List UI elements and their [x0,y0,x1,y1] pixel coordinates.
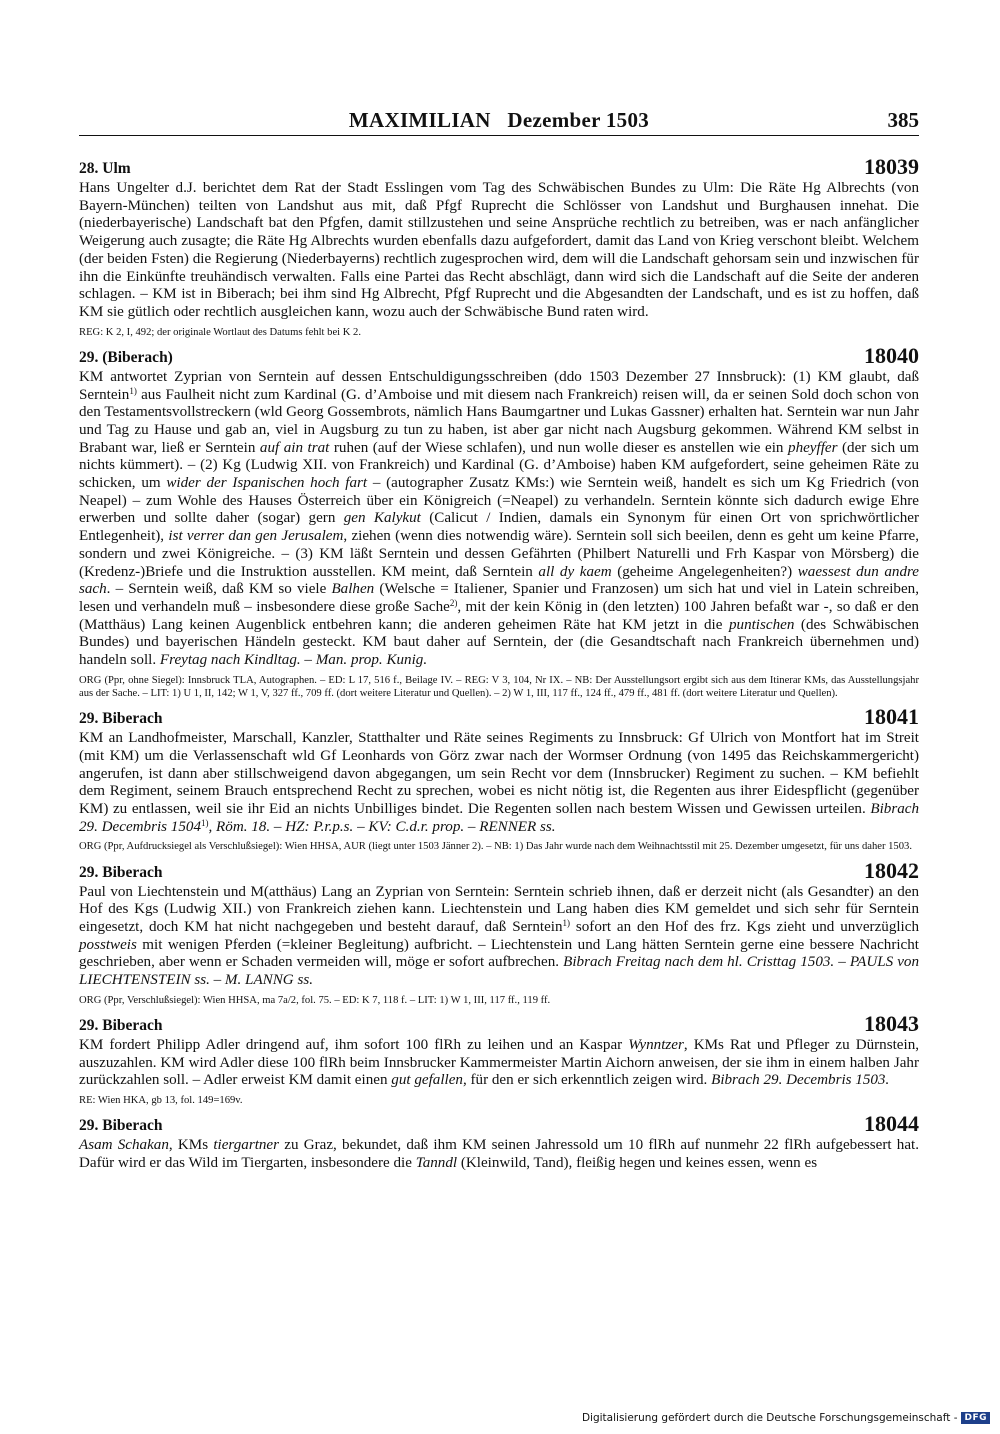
page-number: 385 [887,108,919,132]
entry-date: 29. Biberach [79,710,163,728]
entry-heading [79,1113,919,1137]
entry-source-note: REG: K 2, I, 492; der originale Wortlaut des Datums fehlt bei K 2. [79,326,361,338]
entry-number: 18043 [864,1011,919,1037]
entry-source-note: RE: Wien HKA, gb 13, fol. 149=169v. [79,1095,243,1107]
entry-text: Hans Ungelter d.J. berichtet dem Rat der Stadt Esslingen vom Tag des Schwäbischen Bundes zu Ulm: Die Räte Hg Albrechts (von Bayern-München) teilten von Landshut aus mit, daß Pfgf Ruprecht die Schlösser von Landshut und Burghausen innehat. Die (niederbayerische) Landschaft bat den Pfgfen, damit stillzustehen und seine Ansprüche rechtlich zu betreiben, was er nach anfänglicher Weigerung auch zusagte; die Räte Hg Albrechts wurden ebenfalls dazu aufgefordert, damit das Land von Krieg verschont bleibt. Welchem (der beiden Fsten) die Regierung (Niederbayerns) rechtlich zugesprochen wird, dem will die Landschaft gehorsam sein und inzwischen für ihn die Einkünfte treuhändisch verwalten. Falls eine Partei das Recht abschlägt, dann wird sich die Landschaft auf die Seite der anderen schlagen. – KM ist in Biberach; bei ihm sind Hg Albrecht, Pfgf Ruprecht und die Abgesandten der Landschaft, und es ist zu hoffen, daß KM sie gütlich oder rechtlich ausgleichen kann, wozu auch der Schwäbische Bund raten wird. [79,180,919,320]
entry-number: 18042 [864,857,919,883]
entry-number: 18039 [864,154,919,179]
regest-entry [79,857,919,1007]
entry-heading [79,1013,919,1037]
entry-text: Asam Schakan, KMs tiergartner zu Graz, bekundet, daß ihm KM seinen Jahressold um 10 flRh auf nunmehr 22 flRh aufgebessert hat. Dafür wird er das Wild im Tiergarten, insbesondere die Tanndl (Kleinwild, Tand), fleißig hegen und keines essen, wenn es [79,1137,920,1172]
entry-number: 18041 [864,704,919,730]
entry-date: 29. Biberach [79,1017,163,1035]
entry-date: 29. Biberach [79,863,163,881]
entry-source-note: ORG (Ppr, ohne Siegel): Innsbruck TLA, Autographen. – ED: L 17, 516 f., Beilage IV. – REG: V 3, 104, Nr IX. – NB: Der Ausstellungsort ergibt sich aus dem Itinerar KMs, das Ausstellungsjahr aus der Sache. – LIT: 1) U 1, II, 142; W 1, V, 327 ff., 709 ff. (dort weitere Literatur und Quellen). – 2) W 1, III, 117 ff., 124 ff., 479 ff., 481 ff. (dort weitere Literatur und Quellen). [79,674,919,699]
footer-text: Digitalisierung gefördert durch die Deutsche Forschungsgemeinschaft - [581,1412,958,1424]
entry-date: 29. Biberach [79,1117,163,1135]
entry-source-note: ORG (Ppr, Aufdrucksiegel als Verschlußsiegel): Wien HHSA, AUR (liegt unter 1503 Jänner 2). – NB: 1) Das Jahr wurde nach dem Weihnachtsstil mit 25. Dezember umgesetzt, für uns daher 1503. [79,841,912,853]
entry-text: KM an Landhofmeister, Marschall, Kanzler, Statthalter und Räte seines Regiments zu Innsbruck: Gf Ulrich von Montfort hat im Streit (mit KM) um die Verlassenschaft wld Gf Leonhards von Görz zwar nach der Wormser Ordnung (von 1495 das Reichskammergericht) angerufen, ist dann aber stillschweigend davon abgegangen, um sein Recht vor dem (Innsbrucker) Regiment zu suchen. – KM befiehlt dem Regiment, seinem Brauch entsprechend Recht zu sprechen, wobei es nicht nötig ist, die Regenten aus ihrer Eidespflicht (gegenüber KM) zu entlassen, weil sie ihr Eid an nichts Unbilliges bindet. Die Regenten sollen nach bestem Wissen und Gewissen urteilen. Bibrach 29. Decembris 1504$^{1)}$, Röm. 18. – HZ: P.r.p.s. – KV: C.d.r. prop. – RENNER ss. [79,730,919,835]
regest-entry [79,1013,919,1107]
document-body [79,156,919,1179]
footer-credit [582,1412,990,1424]
entry-text: KM antwortet Zyprian von Serntein auf dessen Entschuldigungsschreiben (ddo 1503 Dezember 27 Innsbruck): (1) KM glaubt, daß Serntein$^{1)}$ aus Faulheit nicht zum Kardinal (G. d’Amboise und mit diesem nach Frankreich) reisen will, da er seinen Sold doch schon von den Testamentsvollstreckern (wld Georg Gossembrots, nämlich Hans Baumgartner und Lukas Gassner) erhalten hat. Serntein war nun Jahr und Tag zu Hause und gab an, viel in Augsburg zu tun zu haben, ist aber gar nicht nach Augsburg gekommen. Während KM selbst in Brabant war, ließ er Serntein auf ain trat ruhen (auf der Wiese schlafen), und nun wolle dieser es anstellen wie ein pheyffer (der sich um nichts kümmert). – (2) Kg (Ludwig XII. von Frankreich) und Kardinal (G. d’Amboise) haben KM aufgefordert, seine geheimen Räte zu schicken, um wider der Ispanischen hoch fart – (autographer Zusatz KMs:) wie Serntein weiß, handelt es sich um Kg Friedrich (von Neapel) – zum Wohle des Hauses Österreich über ein Königreich (=Neapel) zu verhandeln. Serntein könnte sich dadurch ewige Ehre erwerben und sollte daher (sogar) gern gen Kalykut (Calicut / Indien, damals ein Synonym für einen Ort von sprichwörtlicher Entlegenheit), ist verrer dan gen Jerusalem, ziehen (wenn dies notwendig wäre). Serntein soll sich beeilen, denn es geht um keine Pfarre, sondern und zwei Königreiche. – (3) KM läßt Serntein und dessen Gefährten (Philbert Naturelli und Frh Kaspar von Mörsberg) die (Kredenz-)Briefe und die Instruktion ausstellen. KM meint, daß Serntein all dy kaem (geheime Angelegenheiten?) waessest dun andre sach. – Serntein weiß, daß KM so viele Balhen (Welsche = Italiener, Spanier und Franzosen) um sich hat und viel in Latein schreiben, lesen und verhandeln muß – insbesondere diese große Sache$^{2)}$, mit der kein König in (den letzten) 100 Jahren befaßt war -, so daß er den (Matthäus) Lang keinen Augenblick entbehren kann; die anderen geheimen Räte hat KM jetzt in die puntischen (des Schwäbischen Bundes) und bayerischen Händeln gesteckt. KM baut daher auf Serntein, der (die Gesandtschaft nach Frankreich übernehmen und) handeln soll. Freytag nach Kindltag. – Man. prop. Kunig. [79,368,920,669]
header-rule [79,135,919,136]
entry-heading [79,706,919,730]
regest-entry [79,1113,919,1172]
entry-number: 18040 [864,342,919,368]
page-header [79,108,919,136]
running-title: MAXIMILIAN Dezember 1503 [348,108,650,132]
entry-text: KM fordert Philipp Adler dringend auf, ihm sofort 100 flRh zu leihen und an Kaspar Wynntzer, KMs Rat und Pfleger zu Dürnstein, auszuzahlen. KM wird Adler diese 100 flRh beim Innsbrucker Kammermeister Martin Aichorn anweisen, der sie ihm in einem halben Jahr zurückzahlen soll. – Adler erweist KM damit einen gut gefallen, für den er sich erkenntlich zeigen wird. Bibrach 29. Decembris 1503. [79,1037,920,1089]
entry-heading [79,342,919,369]
entry-date: 29. (Biberach) [79,348,173,366]
entry-number: 18044 [864,1111,919,1137]
dfg-logo: DFG [961,1412,990,1424]
entry-heading [79,857,919,884]
regest-entry [79,156,919,339]
entry-text: Paul von Liechtenstein und M(atthäus) Lang an Zyprian von Serntein: Serntein schrieb ihnen, daß er derzeit nicht (als Gesandter) an den Hof des Kgs (Ludwig XII.) von Frankreich ziehen kann. Liechtenstein und Lang haben dies KM gemeldet und sich sehr für Serntein eingesetzt, doch KM hat nicht nachgegeben und besteht darauf, daß Serntein$^{1)}$ sofort an den Hof des frz. Kgs zieht und unverzüglich posstweis mit wenigen Pferden (=kleiner Begleitung) aufbricht. – Liechtenstein und Lang hätten Serntein gerne eine bessere Nachricht geschrieben, aber wenn er Schaden vermeiden will, möge er sofort aufbrechen. Bibrach Freitag nach dem hl. Cristtag 1503. – PAULS von LIECHTENSTEIN ss. – M. LANNG ss. [79,883,919,989]
entry-date: 28. Ulm [79,160,131,177]
entry-heading [79,156,919,180]
regest-entry [79,342,920,700]
regest-entry [79,706,919,853]
entry-source-note: ORG (Ppr, Verschlußsiegel): Wien HHSA, ma 7a/2, fol. 75. – ED: K 7, 118 f. – LIT: 1) W 1, III, 117 ff., 119 ff. [79,994,551,1006]
